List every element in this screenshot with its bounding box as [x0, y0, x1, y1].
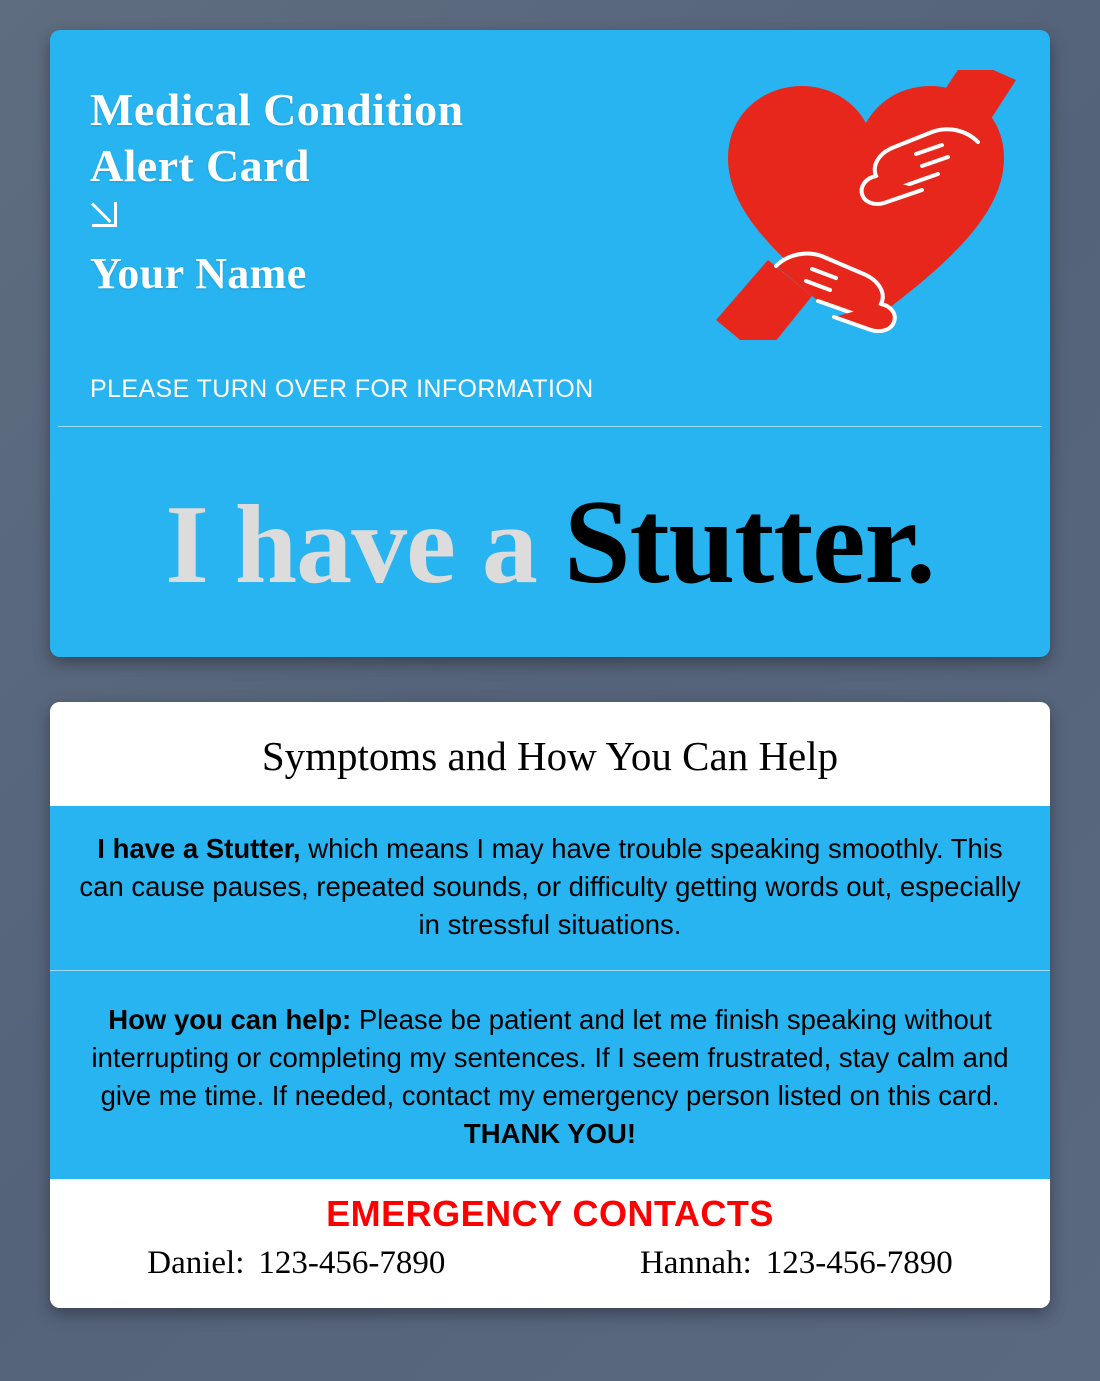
symptoms-body: which means I may have trouble speaking smoothly. This can cause pauses, repeated sounds, or difficulty getting words out, especially in stressful situations.: [79, 833, 1021, 940]
help-lead: How you can help:: [108, 1003, 352, 1035]
headline-period: .: [905, 475, 935, 608]
card-title-line-1: Medical Condition: [90, 84, 464, 135]
list-item[interactable]: [640, 1245, 953, 1282]
turn-over-note: PLEASE TURN OVER FOR INFORMATION: [90, 375, 594, 403]
back-heading: Symptoms and How You Can Help: [50, 702, 1050, 806]
help-thanks: THANK YOU!: [463, 1117, 637, 1149]
help-body: Please be patient and let me finish speaking without interrupting or completing my sentences. If I seem frustrated, stay calm and give me time. If needed, contact my emergency person listed on this card.: [91, 1003, 1009, 1111]
symptoms-lead: I have a Stutter,: [97, 833, 301, 864]
headline: [165, 475, 935, 608]
headline-light-text: I have a: [165, 483, 564, 607]
list-item[interactable]: [147, 1245, 445, 1282]
arrow-down-right-icon: [90, 200, 124, 234]
contact-name: Hannah:: [639, 1244, 752, 1281]
heart-with-hands-icon: [716, 70, 1016, 340]
name-field-placeholder[interactable]: Your Name: [90, 249, 307, 299]
headline-condition-text: Stutter: [563, 475, 906, 608]
card-front-headline-section: [50, 427, 1050, 657]
contact-phone: 123-456-7890: [765, 1244, 953, 1281]
contact-name: Daniel:: [147, 1244, 245, 1281]
contact-phone: 123-456-7890: [258, 1244, 446, 1281]
card-front-top-section: [50, 30, 1050, 426]
emergency-contacts-section: [50, 1179, 1050, 1308]
symptoms-block: [50, 806, 1050, 970]
emergency-contacts-title: EMERGENCY CONTACTS: [326, 1192, 774, 1234]
emergency-contacts-row: [50, 1245, 1050, 1282]
how-to-help-block: [50, 971, 1050, 1179]
medical-alert-card-front: [50, 30, 1050, 657]
card-title-line-2: Alert Card: [90, 140, 310, 192]
medical-alert-card-back: [50, 702, 1050, 1308]
